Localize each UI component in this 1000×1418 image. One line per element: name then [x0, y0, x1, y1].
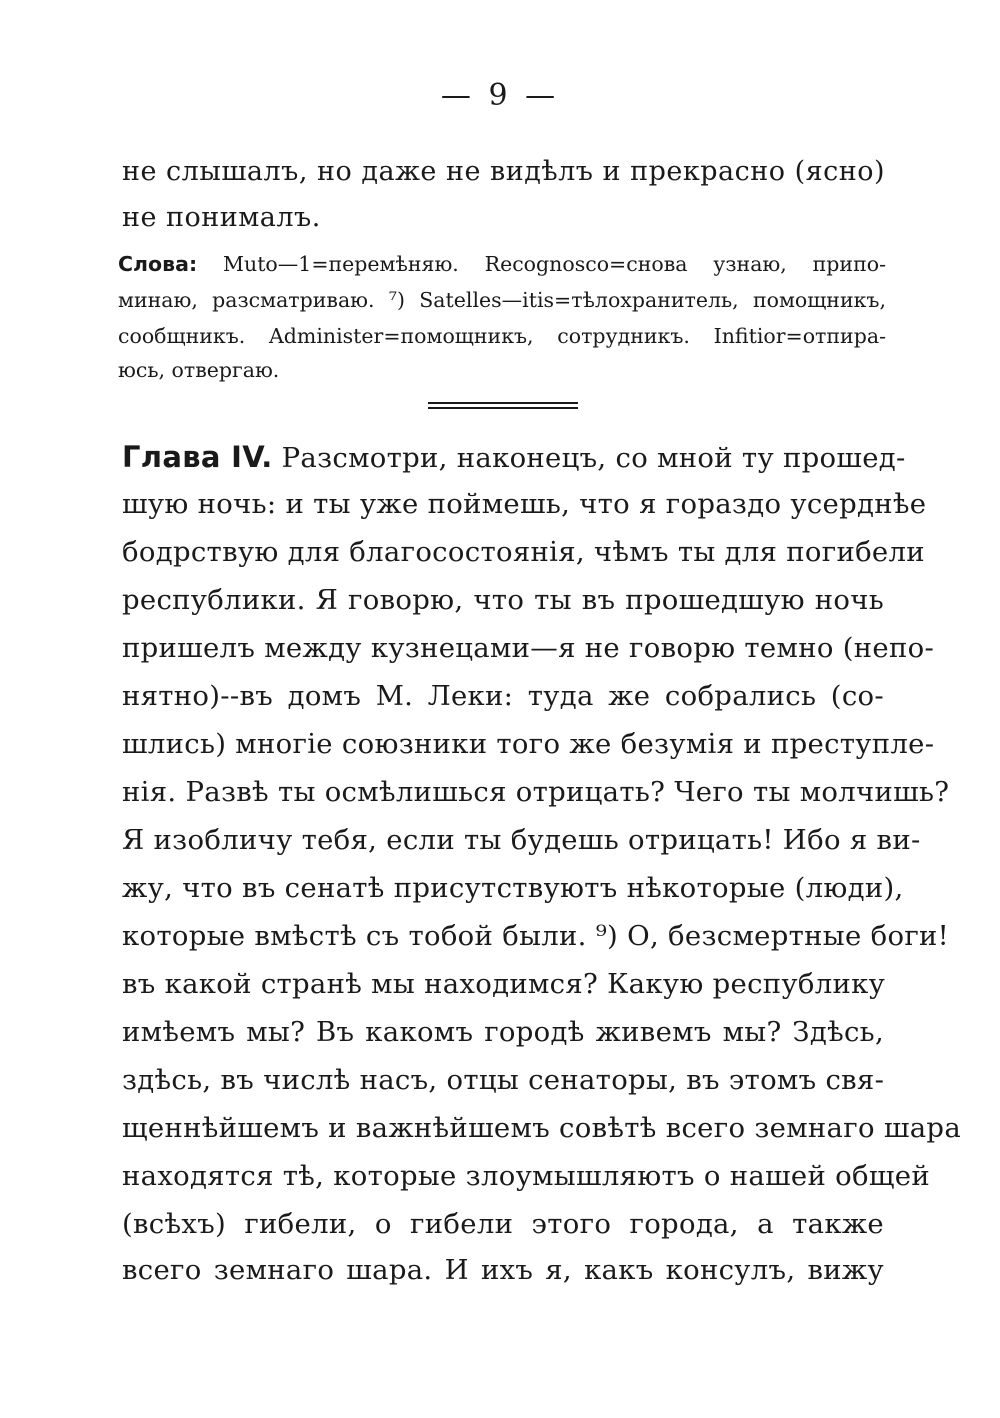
- chapter-line: въ какой странѣ мы находимся? Какую республику: [122, 968, 886, 1000]
- chapter-line: бодрствую для благосостоянія, чѣмъ ты для погибели: [122, 536, 925, 568]
- chapter-line: щеннѣйшемъ и важнѣйшемъ совѣтѣ всего земнаго шара: [122, 1112, 962, 1144]
- chapter-line: всего земнаго шара. И ихъ я, какъ консулъ, вижу: [122, 1254, 884, 1286]
- chapter-line: республики. Я говорю, что ты въ прошедшую ночь: [122, 584, 884, 616]
- glossary-line: юсь, отвергаю.: [118, 358, 280, 382]
- glossary-line: [118, 252, 886, 276]
- chapter-line: имѣемъ мы? Въ какомъ городѣ живемъ мы? Здѣсь,: [122, 1016, 884, 1048]
- chapter-line: Я изобличу тебя, если ты будешь отрицать! Ибо я ви-: [122, 824, 921, 856]
- chapter-line-text: Разсмотри, наконецъ, со мной ту прошед-: [281, 442, 906, 474]
- text-line: не слышалъ, но даже не видѣлъ и прекрасно (ясно): [122, 156, 886, 187]
- chapter-line: жу, что въ сенатѣ присутствуютъ нѣкоторые (люди),: [122, 872, 904, 904]
- chapter-line: шлись) многіе союзники того же безумія и преступле-: [122, 728, 935, 760]
- chapter-line: здѣсь, въ числѣ насъ, отцы сенаторы, въ этомъ свя-: [122, 1064, 885, 1096]
- glossary-line: минаю, разсматриваю. ⁷) Satelles—itis=тѣлохранитель, помощникъ,: [118, 288, 886, 312]
- chapter-line: которые вмѣстѣ съ тобой были. ⁹) О, безсмертные боги!: [122, 920, 950, 952]
- chapter-line: находятся тѣ, которые злоумышляютъ о нашей общей: [122, 1160, 930, 1192]
- chapter-heading: Глава IV.: [122, 440, 273, 474]
- chapter-line: нія. Развѣ ты осмѣлишься отрицать? Чего ты молчишь?: [122, 776, 950, 808]
- glossary-line: сообщникъ. Administer=помощникъ, сотрудникъ. Infitior=отпира-: [118, 324, 886, 348]
- text-line: не понималъ.: [122, 202, 321, 233]
- glossary-text: Muto—1=перемѣняю. Recognosco=снова узнаю, припо-: [223, 252, 886, 276]
- glossary-label: Слова:: [118, 252, 198, 276]
- chapter-line: шую ночь: и ты уже поймешь, что я гораздо усерднѣе: [122, 488, 927, 520]
- chapter-line: [122, 440, 906, 474]
- chapter-line: (всѣхъ) гибели, о гибели этого города, а также: [122, 1208, 884, 1240]
- section-divider: [428, 402, 578, 409]
- chapter-line: нятно)--въ домъ М. Леки: туда же собрались (со-: [122, 680, 884, 712]
- page-number: — 9 —: [440, 78, 560, 113]
- chapter-line: пришелъ между кузнецами—я не говорю темно (непо-: [122, 632, 935, 664]
